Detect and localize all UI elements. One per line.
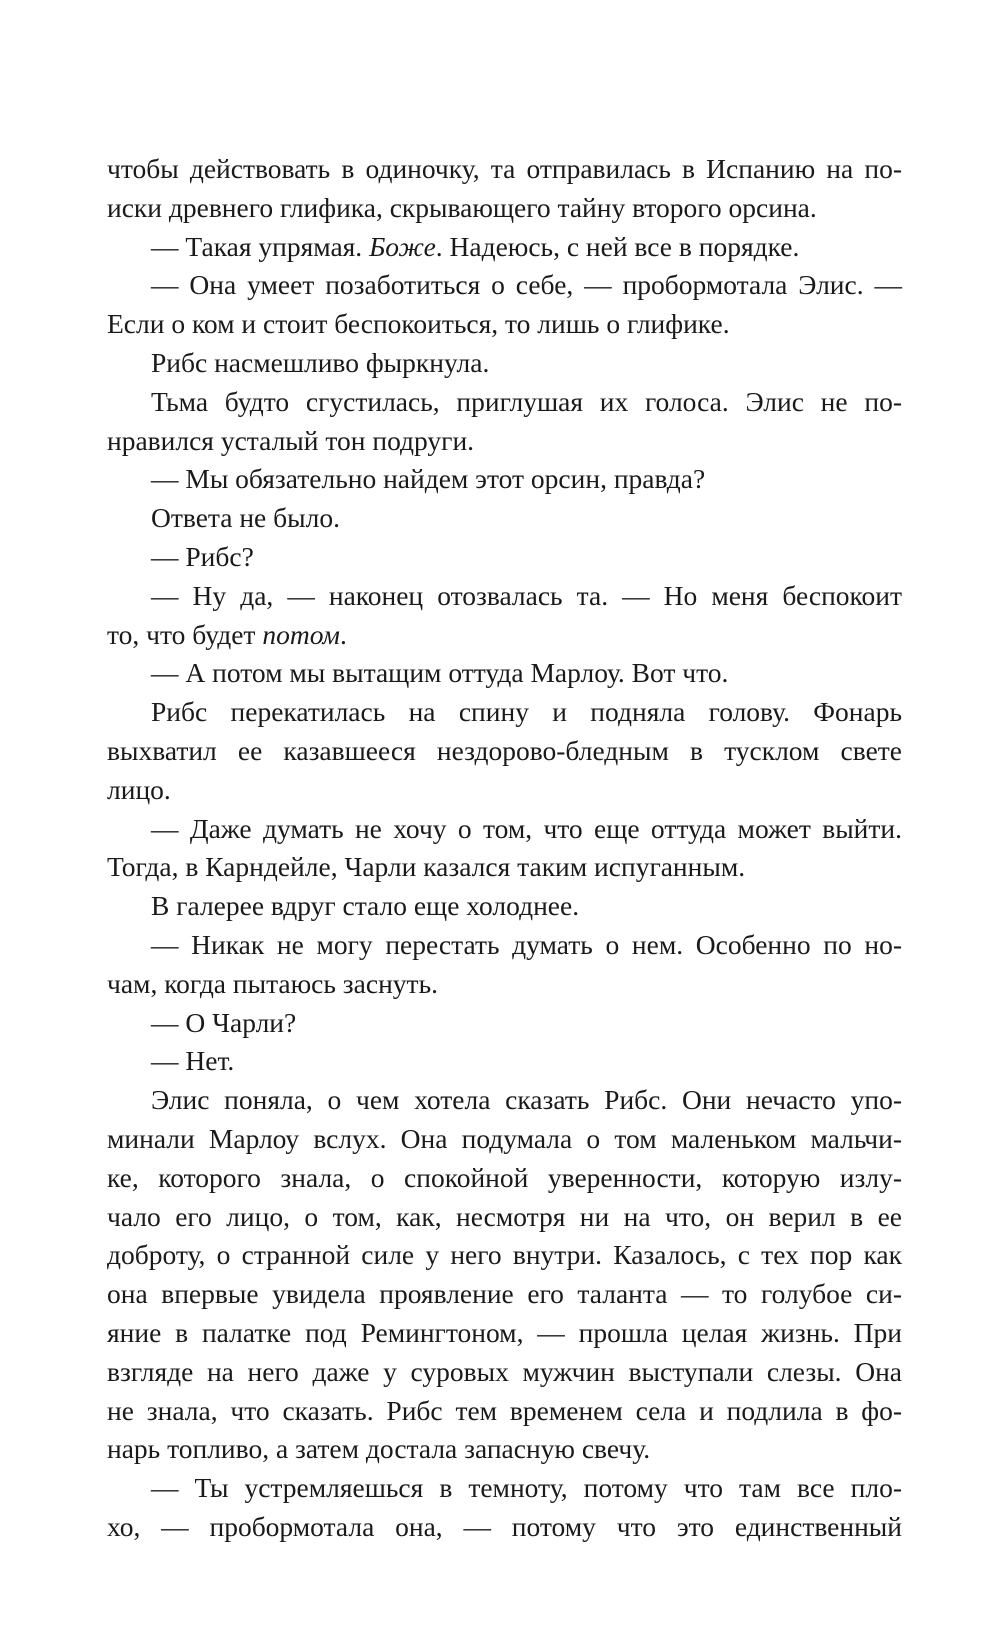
text-line: — О Чарли? bbox=[151, 1006, 297, 1038]
text-line: Рибс насмешливо фыркнула. bbox=[151, 346, 490, 378]
text-segment: . bbox=[339, 618, 347, 650]
text-segment: — Такая упрямая. bbox=[151, 230, 370, 262]
text-line: взгляде на него даже у суровых мужчин выступали слезы. Она bbox=[107, 1355, 902, 1387]
text-line: — Даже думать не хочу о том, что еще оттуда может выйти. bbox=[151, 812, 902, 844]
book-page bbox=[107, 150, 902, 1547]
text-line: Тьма будто сгустилась, приглушая их голоса. Элис не по- bbox=[151, 385, 902, 417]
text-line: нравился усталый тон подруги. bbox=[107, 424, 475, 456]
text-line bbox=[107, 228, 902, 267]
text-line: — Нет. bbox=[151, 1045, 235, 1077]
text-line: она впервые увидела проявление его таланта — то голубое си- bbox=[107, 1278, 902, 1310]
italic-word: потом bbox=[262, 618, 340, 650]
text-line: лицо. bbox=[107, 773, 171, 805]
text-line: — А потом мы вытащим оттуда Марлоу. Вот что. bbox=[151, 657, 729, 689]
text-line: Рибс перекатилась на спину и подняла голову. Фонарь bbox=[151, 696, 902, 728]
text-line: — Никак не могу перестать думать о нем. Особенно по но- bbox=[151, 928, 902, 960]
text-line: Ответа не было. bbox=[151, 502, 340, 534]
text-line: В галерее вдруг стало еще холоднее. bbox=[151, 890, 580, 922]
text-line: иски древнего глифика, скрывающего тайну второго орсина. bbox=[107, 191, 817, 223]
text-line: — Ну да, — наконец отозвалась та. — Но меня беспокоит bbox=[151, 579, 902, 611]
text-line: хо, — пробормотала она, — потому что это единственный bbox=[107, 1510, 902, 1542]
text-line: минали Марлоу вслух. Она подумала о том маленьком мальчи- bbox=[107, 1122, 902, 1154]
italic-word: Боже bbox=[369, 230, 436, 262]
text-line: — Рибс? bbox=[151, 540, 254, 572]
text-segment: то, что будет bbox=[107, 618, 263, 650]
text-line: — Ты устремляешься в темноту, потому что там все пло- bbox=[151, 1472, 902, 1504]
text-line: Элис поняла, о чем хотела сказать Рибс. Они нечасто упо- bbox=[151, 1084, 902, 1116]
text-segment: . Надеюсь, с ней все в порядке. bbox=[435, 230, 800, 262]
text-line: яние в палатке под Ремингтоном, — прошла целая жизнь. При bbox=[107, 1316, 902, 1348]
text-line: — Она умеет позаботиться о себе, — пробормотала Элис. — bbox=[151, 269, 902, 301]
text-line: Если о ком и стоит беспокоиться, то лишь о глифике. bbox=[107, 308, 730, 340]
text-line: доброту, о странной силе у него внутри. Казалось, с тех пор как bbox=[107, 1239, 902, 1271]
text-line: ке, которого знала, о спокойной уверенности, которую излу- bbox=[107, 1161, 902, 1193]
text-line: Тогда, в Карндейле, Чарли казался таким испуганным. bbox=[107, 851, 746, 883]
text-line: чтобы действовать в одиночку, та отправилась в Испанию на по- bbox=[107, 153, 902, 184]
text-line: чало его лицо, о том, как, несмотря ни на что, он верил в ее bbox=[107, 1200, 902, 1232]
text-line: не знала, что сказать. Рибс тем временем села и подлила в фо- bbox=[107, 1394, 902, 1426]
text-line: — Мы обязательно найдем этот орсин, правда? bbox=[151, 463, 706, 495]
text-line: нарь топливо, а затем достала запасную свечу. bbox=[107, 1433, 651, 1465]
text-line: выхватил ее казавшееся нездорово-бледным в тусклом свете bbox=[107, 734, 902, 766]
text-line bbox=[107, 616, 902, 655]
text-line: чам, когда пытаюсь заснуть. bbox=[107, 967, 438, 999]
